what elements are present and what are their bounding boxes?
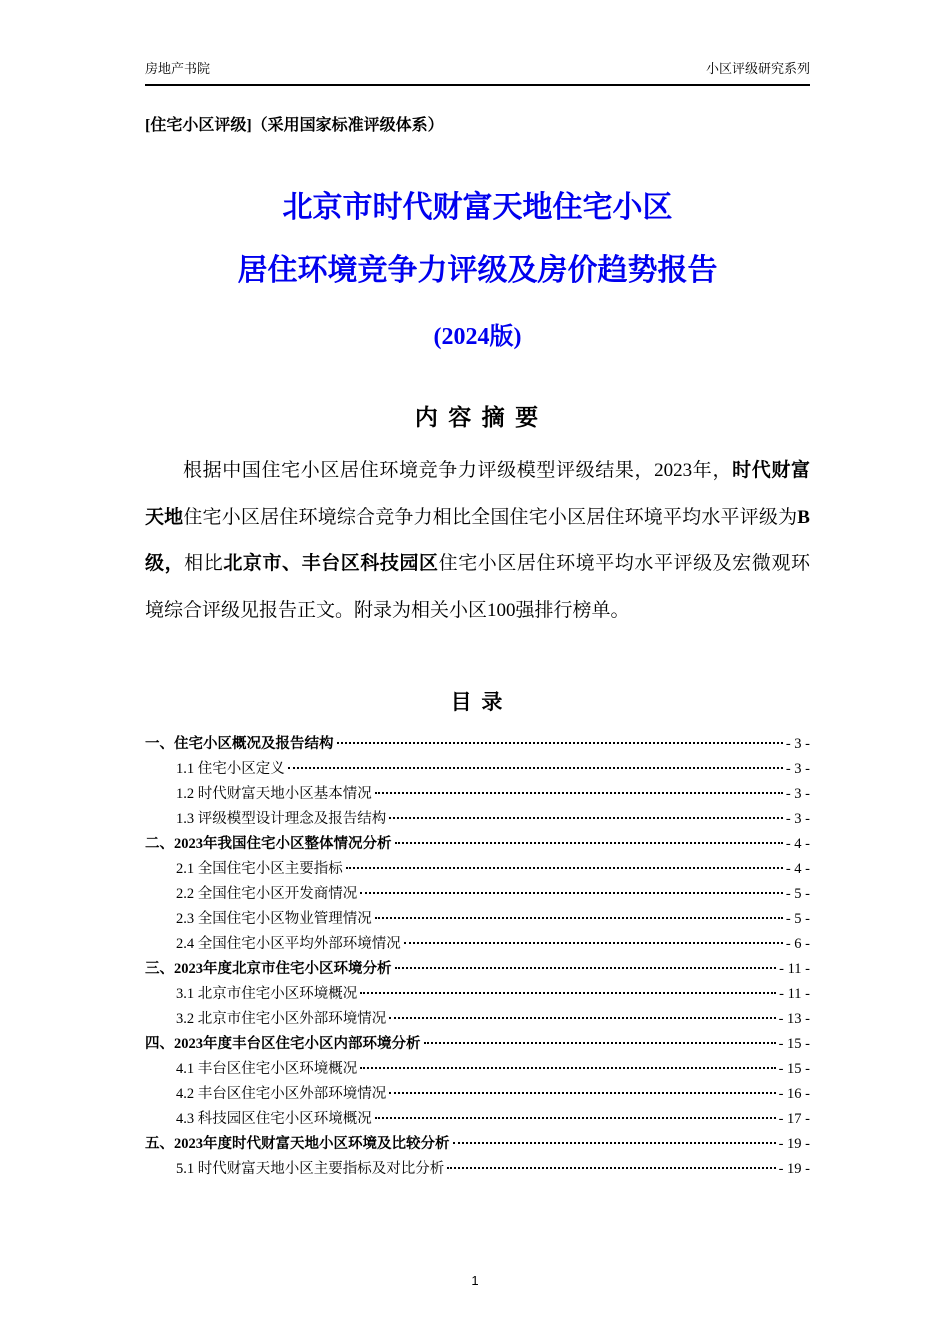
toc-leader-dots <box>360 992 776 994</box>
doc-type-label: [住宅小区评级]（采用国家标准评级体系） <box>145 117 444 134</box>
toc-entry <box>145 832 810 857</box>
toc-entry <box>145 757 810 782</box>
toc-entry-page: - 11 - <box>779 961 810 978</box>
toc-entry-label: 4.1 丰台区住宅小区环境概况 <box>176 1061 358 1078</box>
toc-leader-dots <box>288 767 783 769</box>
toc-entry-page: - 6 - <box>785 936 810 953</box>
toc-entry-label: 三、2023年度北京市住宅小区环境分析 <box>145 961 392 978</box>
toc-entry-label: 1.1 住宅小区定义 <box>176 761 285 778</box>
toc-entry-label: 一、住宅小区概况及报告结构 <box>145 736 334 753</box>
toc-leader-dots <box>360 1067 775 1069</box>
toc-entry <box>145 1132 810 1157</box>
toc-entry-page: - 5 - <box>785 886 810 903</box>
title-block <box>145 193 810 351</box>
header-right-text: 小区评级研究系列 <box>705 61 810 76</box>
toc-entry-page: - 15 - <box>778 1061 810 1078</box>
toc-entry <box>145 932 810 957</box>
toc-entry-page: - 19 - <box>778 1136 810 1153</box>
abstract-segment: 根据中国住宅小区居住环境竞争力评级模型评级结果，2023年， <box>183 460 733 481</box>
toc-entry <box>145 1057 810 1082</box>
header-left-text: 房地产书院 <box>145 61 211 76</box>
toc-leader-dots <box>360 892 783 894</box>
toc-entry-label: 4.2 丰台区住宅小区外部环境情况 <box>176 1086 387 1103</box>
toc-entry-page: - 11 - <box>779 986 810 1003</box>
toc-leader-dots <box>395 967 777 969</box>
toc-entry-label: 4.3 科技园区住宅小区环境概况 <box>176 1111 372 1128</box>
abstract-segment-bold: 时代财富天地 <box>145 460 810 528</box>
abstract-segment-bold: B级， <box>145 506 810 575</box>
abstract-heading: 内 容 摘 要 <box>414 404 541 430</box>
toc-entry-label: 五、2023年度时代财富天地小区环境及比较分析 <box>145 1136 450 1153</box>
toc-entry <box>145 1082 810 1107</box>
abstract-segment: 住宅小区居住环境综合竞争力相比全国住宅小区居住环境平均水平评级为 <box>183 506 798 528</box>
toc-entry <box>145 1157 810 1182</box>
toc-leader-dots <box>424 1042 776 1044</box>
toc-entry-page: - 3 - <box>785 786 810 803</box>
toc-entry-page: - 19 - <box>778 1161 810 1178</box>
toc-entry-label: 2.1 全国住宅小区主要指标 <box>176 861 343 878</box>
running-header <box>145 58 810 86</box>
toc-entry <box>145 982 810 1007</box>
toc-entry <box>145 1007 810 1032</box>
toc-entry-label: 3.1 北京市住宅小区环境概况 <box>176 986 358 1003</box>
toc-leader-dots <box>389 1017 775 1019</box>
toc-entry-page: - 3 - <box>785 761 810 778</box>
report-title-line1: 北京市时代财富天地住宅小区 <box>282 191 673 224</box>
toc-entry <box>145 857 810 882</box>
toc-entry <box>145 1032 810 1057</box>
toc-entry-page: - 4 - <box>785 836 810 853</box>
toc-entry-page: - 17 - <box>778 1111 810 1128</box>
toc-entry <box>145 732 810 757</box>
toc-leader-dots <box>389 1092 775 1094</box>
toc-entry <box>145 1107 810 1132</box>
toc-leader-dots <box>404 942 783 944</box>
toc-entry-page: - 3 - <box>785 736 810 753</box>
toc-entry-page: - 3 - <box>785 811 810 828</box>
toc-entry <box>145 882 810 907</box>
toc-leader-dots <box>389 817 783 819</box>
toc-list <box>145 732 810 1182</box>
toc-leader-dots <box>346 867 783 869</box>
toc-entry <box>145 807 810 832</box>
abstract-segment: 相比 <box>184 553 224 575</box>
toc-entry-label: 2.2 全国住宅小区开发商情况 <box>176 886 358 903</box>
report-edition: (2024版) <box>433 324 522 350</box>
toc-entry-page: - 5 - <box>785 911 810 928</box>
toc-entry-label: 1.2 时代财富天地小区基本情况 <box>176 786 372 803</box>
toc-leader-dots <box>447 1167 775 1169</box>
toc-entry-page: - 15 - <box>778 1036 810 1053</box>
abstract-segment: 住宅小区居住环境平均水平评级及宏微观环境综合评级见报告正文。附录为相关小区100强排行榜单。 <box>145 553 810 621</box>
toc-leader-dots <box>375 1117 776 1119</box>
toc-entry-label: 四、2023年度丰台区住宅小区内部环境分析 <box>145 1036 421 1053</box>
abstract-paragraph <box>145 448 810 634</box>
toc-leader-dots <box>395 842 783 844</box>
toc-entry-page: - 16 - <box>778 1086 810 1103</box>
toc-entry-label: 2.3 全国住宅小区物业管理情况 <box>176 911 372 928</box>
report-title-line2: 居住环境竞争力评级及房价趋势报告 <box>237 254 718 287</box>
abstract-segment-bold: 北京市、丰台区科技园区 <box>223 553 439 575</box>
toc-entry-label: 二、2023年我国住宅小区整体情况分析 <box>145 836 392 853</box>
toc-entry-label: 3.2 北京市住宅小区外部环境情况 <box>176 1011 387 1028</box>
toc-entry-page: - 4 - <box>785 861 810 878</box>
toc-leader-dots <box>375 792 783 794</box>
toc-leader-dots <box>453 1142 776 1144</box>
toc-entry <box>145 907 810 932</box>
toc-leader-dots <box>337 742 783 744</box>
toc-heading: 目 录 <box>450 691 505 715</box>
page-number: 1 <box>471 1273 479 1288</box>
toc-entry-label: 5.1 时代财富天地小区主要指标及对比分析 <box>176 1161 445 1178</box>
toc-leader-dots <box>375 917 783 919</box>
toc-entry <box>145 782 810 807</box>
toc-entry-label: 2.4 全国住宅小区平均外部环境情况 <box>176 936 401 953</box>
toc-entry-page: - 13 - <box>778 1011 810 1028</box>
toc-entry <box>145 957 810 982</box>
toc-entry-label: 1.3 评级模型设计理念及报告结构 <box>176 811 387 828</box>
